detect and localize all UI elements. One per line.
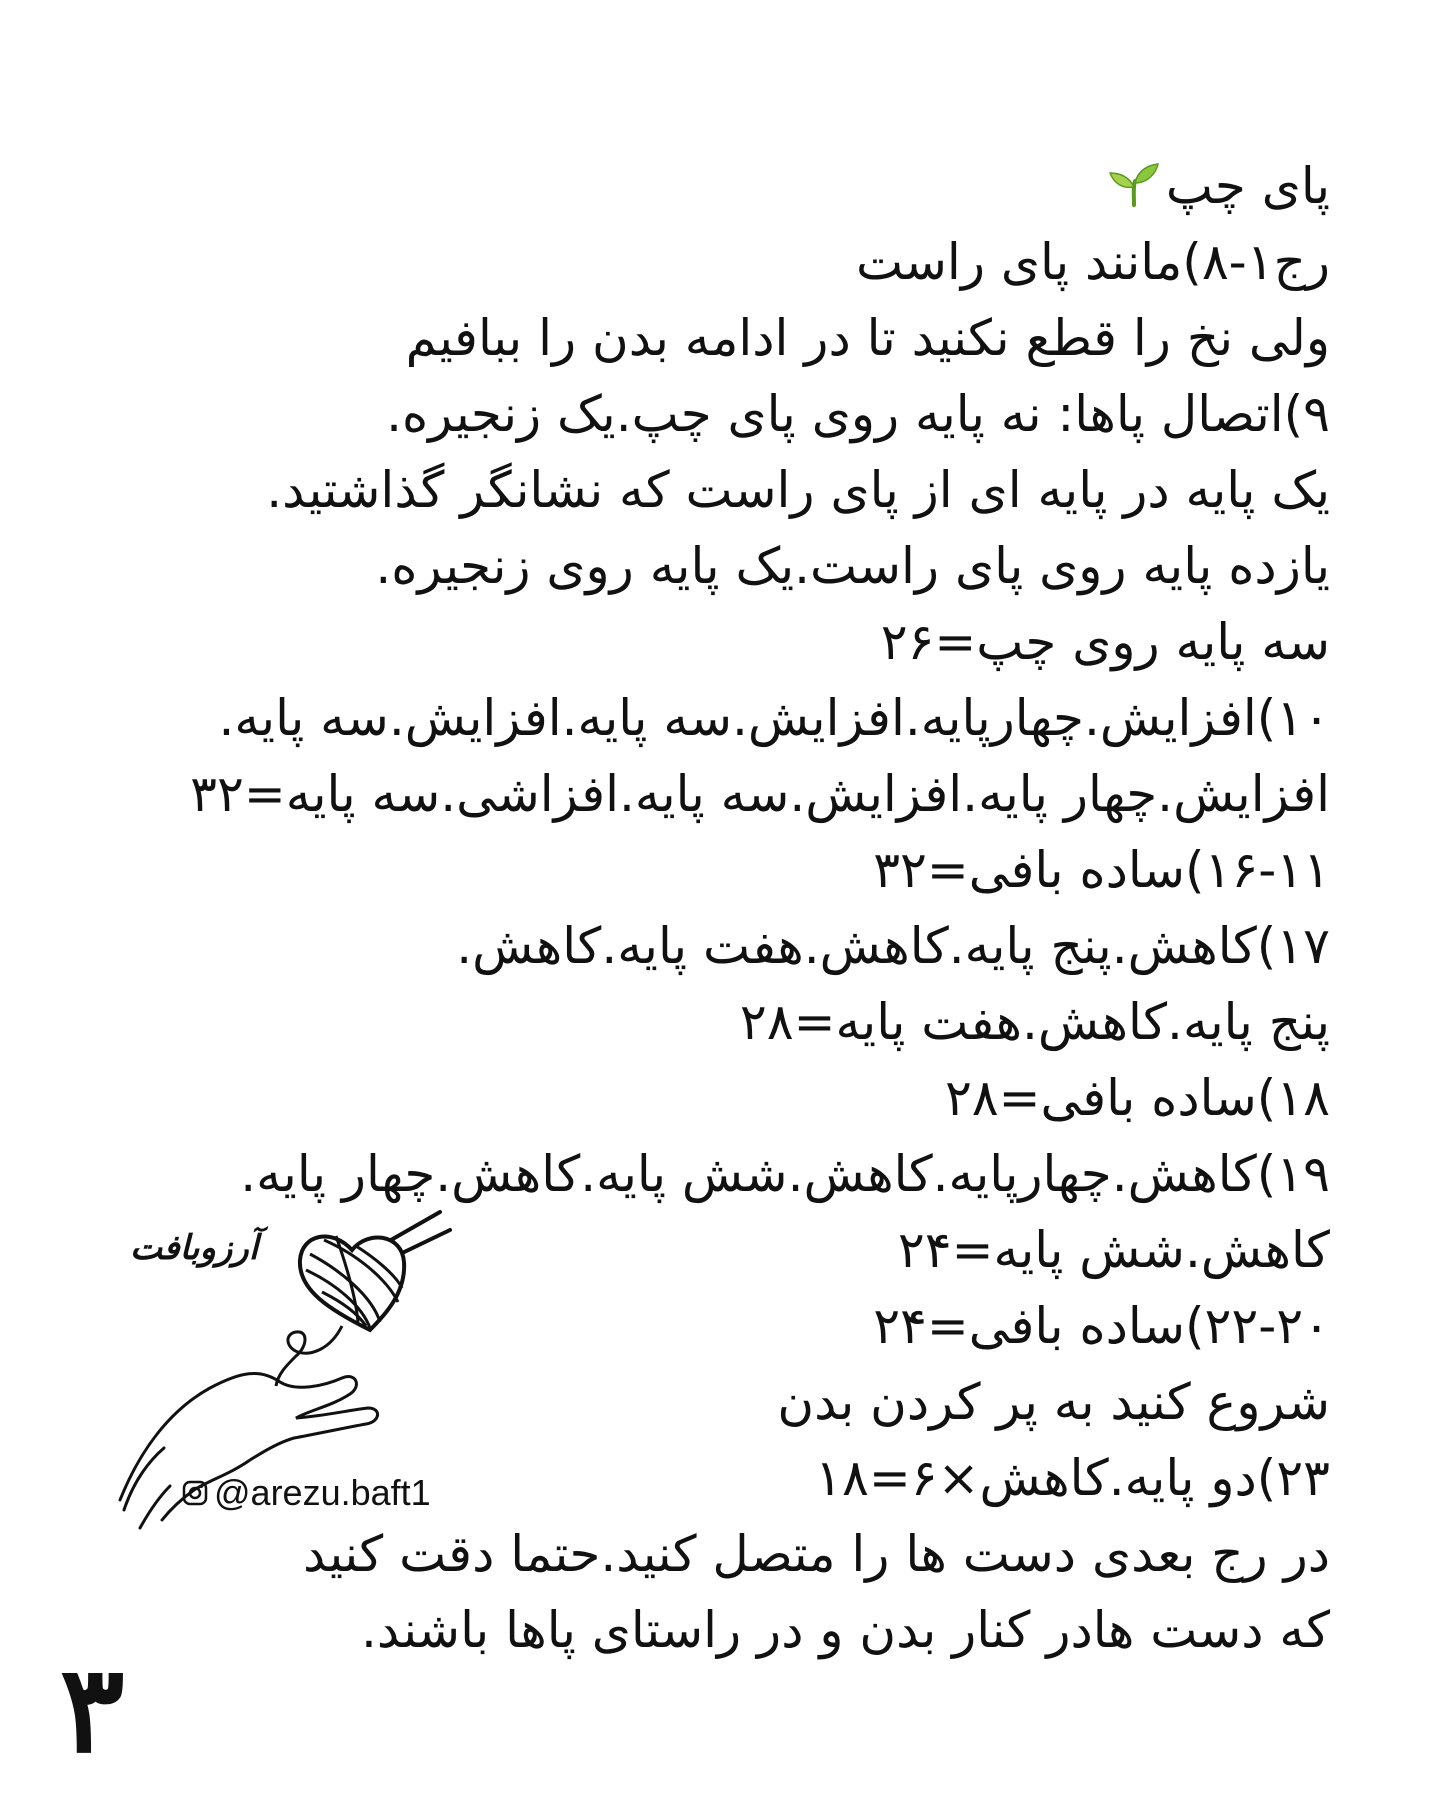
pattern-line-16: شروع کنید به پر کردن بدن: [777, 1373, 1330, 1431]
pattern-line-5: یازده پایه روی پای راست.یک پایه روی زنجیره.: [375, 537, 1330, 595]
section-title-text: پای چپ: [1165, 157, 1330, 215]
pattern-line-6: سه پایه روی چپ=۲۶: [880, 613, 1330, 671]
pattern-line-7: ۱۰)افزایش.چهارپایه.افزایش.سه پایه.افزایش.سه پایه.: [218, 689, 1330, 747]
sprout-icon: [1108, 152, 1160, 228]
pattern-line-2: ولی نخ را قطع نکنید تا در ادامه بدن را ببافیم: [405, 309, 1330, 367]
pattern-line-11: پنج پایه.کاهش.هفت پایه=۲۸: [739, 993, 1330, 1051]
pattern-line-13: ۱۹)کاهش.چهارپایه.کاهش.شش پایه.کاهش.چهار پایه.: [240, 1145, 1330, 1203]
pattern-line-15: ۲۲-۲۰)ساده بافی=۲۴: [873, 1297, 1330, 1355]
page-number: ۳: [60, 1639, 125, 1780]
pattern-line-14: کاهش.شش پایه=۲۴: [897, 1221, 1330, 1279]
pattern-line-4: یک پایه در پایه ای از پای راست که نشانگر گذاشتید.: [266, 461, 1330, 519]
pattern-line-1: رج۱-۸)مانند پای راست: [855, 233, 1330, 291]
pattern-line-8: افزایش.چهار پایه.افزایش.سه پایه.افزاشی.سه پایه=۳۲: [190, 765, 1330, 823]
pattern-line-9: ۱۶-۱۱)ساده بافی=۳۲: [873, 841, 1330, 899]
brand-name: آرزوبافت: [130, 1228, 259, 1268]
pattern-line-19: که دست هادر کنار بدن و در راستای پاها باشند.: [360, 1601, 1330, 1659]
instagram-handle-text: @arezu.baft1: [214, 1472, 431, 1513]
pattern-line-17: ۲۳)دو پایه.کاهش×۶=۱۸: [815, 1449, 1330, 1507]
pattern-line-12: ۱۸)ساده بافی=۲۸: [944, 1069, 1330, 1127]
instagram-handle[interactable]: [182, 1472, 431, 1514]
pattern-line-3: ۹)اتصال پاها: نه پایه روی پای چپ.یک زنجیره.: [386, 385, 1330, 443]
instagram-icon: [182, 1480, 208, 1506]
pattern-line-10: ۱۷)کاهش.پنج پایه.کاهش.هفت پایه.کاهش.: [456, 917, 1330, 975]
pattern-line-18: در رج بعدی دست ها را متصل کنید.حتما دقت کنید: [302, 1525, 1330, 1583]
section-title: [1108, 148, 1330, 224]
